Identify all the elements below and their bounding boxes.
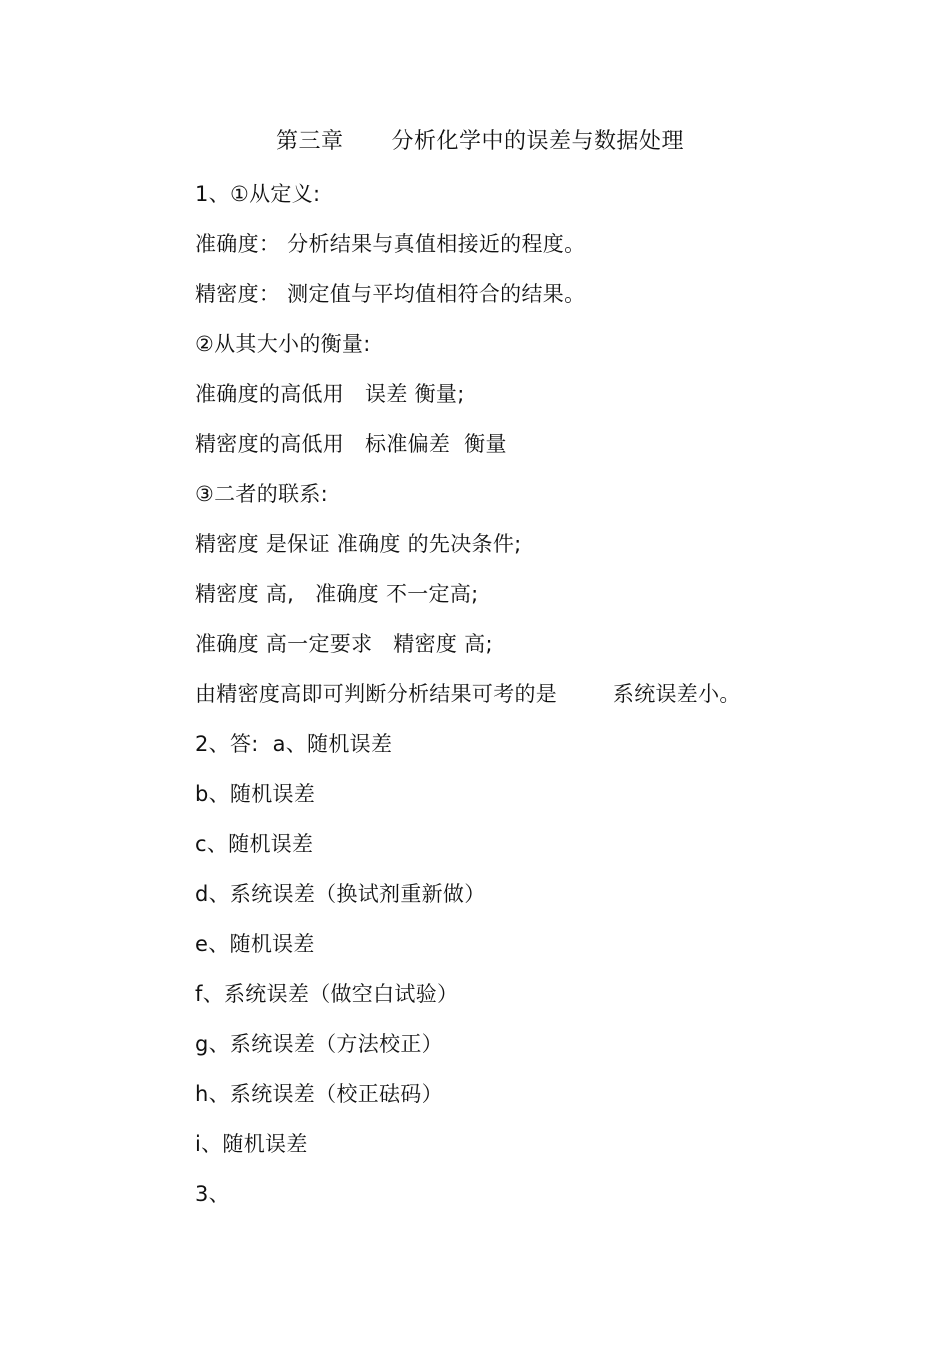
text-line: 准确度： 分析结果与真值相接近的程度。 [195,232,586,256]
text-line: 精密度： 测定值与平均值相符合的结果。 [195,282,586,306]
text-line: h、系统误差（校正砝码） [195,1082,443,1106]
text-line: ③二者的联系: [195,482,329,506]
text-line: 精密度 高, 准确度 不一定高; [195,582,479,606]
text-line: e、随机误差 [195,932,315,956]
text-line: 准确度 高一定要求 精密度 高; [195,632,493,656]
text-line: 3、 [195,1182,230,1206]
text-line: d、系统误差（换试剂重新做） [195,882,486,906]
text-line: 精密度 是保证 准确度 的先决条件; [195,532,522,556]
text-line: 1、①从定义: [195,182,321,206]
page-title [276,126,684,158]
text-line: 2、答: a、随机误差 [195,732,393,756]
chapter-label: 第三章 [276,129,344,154]
text-line: g、系统误差（方法校正） [195,1032,443,1056]
text-line: ②从其大小的衡量: [195,332,371,356]
chapter-title: 分析化学中的误差与数据处理 [391,129,685,154]
text-line: 准确度的高低用 误差 衡量; [195,382,465,406]
text-line: c、随机误差 [195,832,314,856]
text-line: 精密度的高低用 标准偏差 衡量 [195,432,507,456]
text-line: i、随机误差 [195,1132,308,1156]
text-line: b、随机误差 [195,782,316,806]
body-lines [195,176,915,1226]
text-line: 由精密度高即可判断分析结果可考的是 系统误差小。 [195,682,741,706]
text-line: f、系统误差（做空白试验） [195,982,459,1006]
